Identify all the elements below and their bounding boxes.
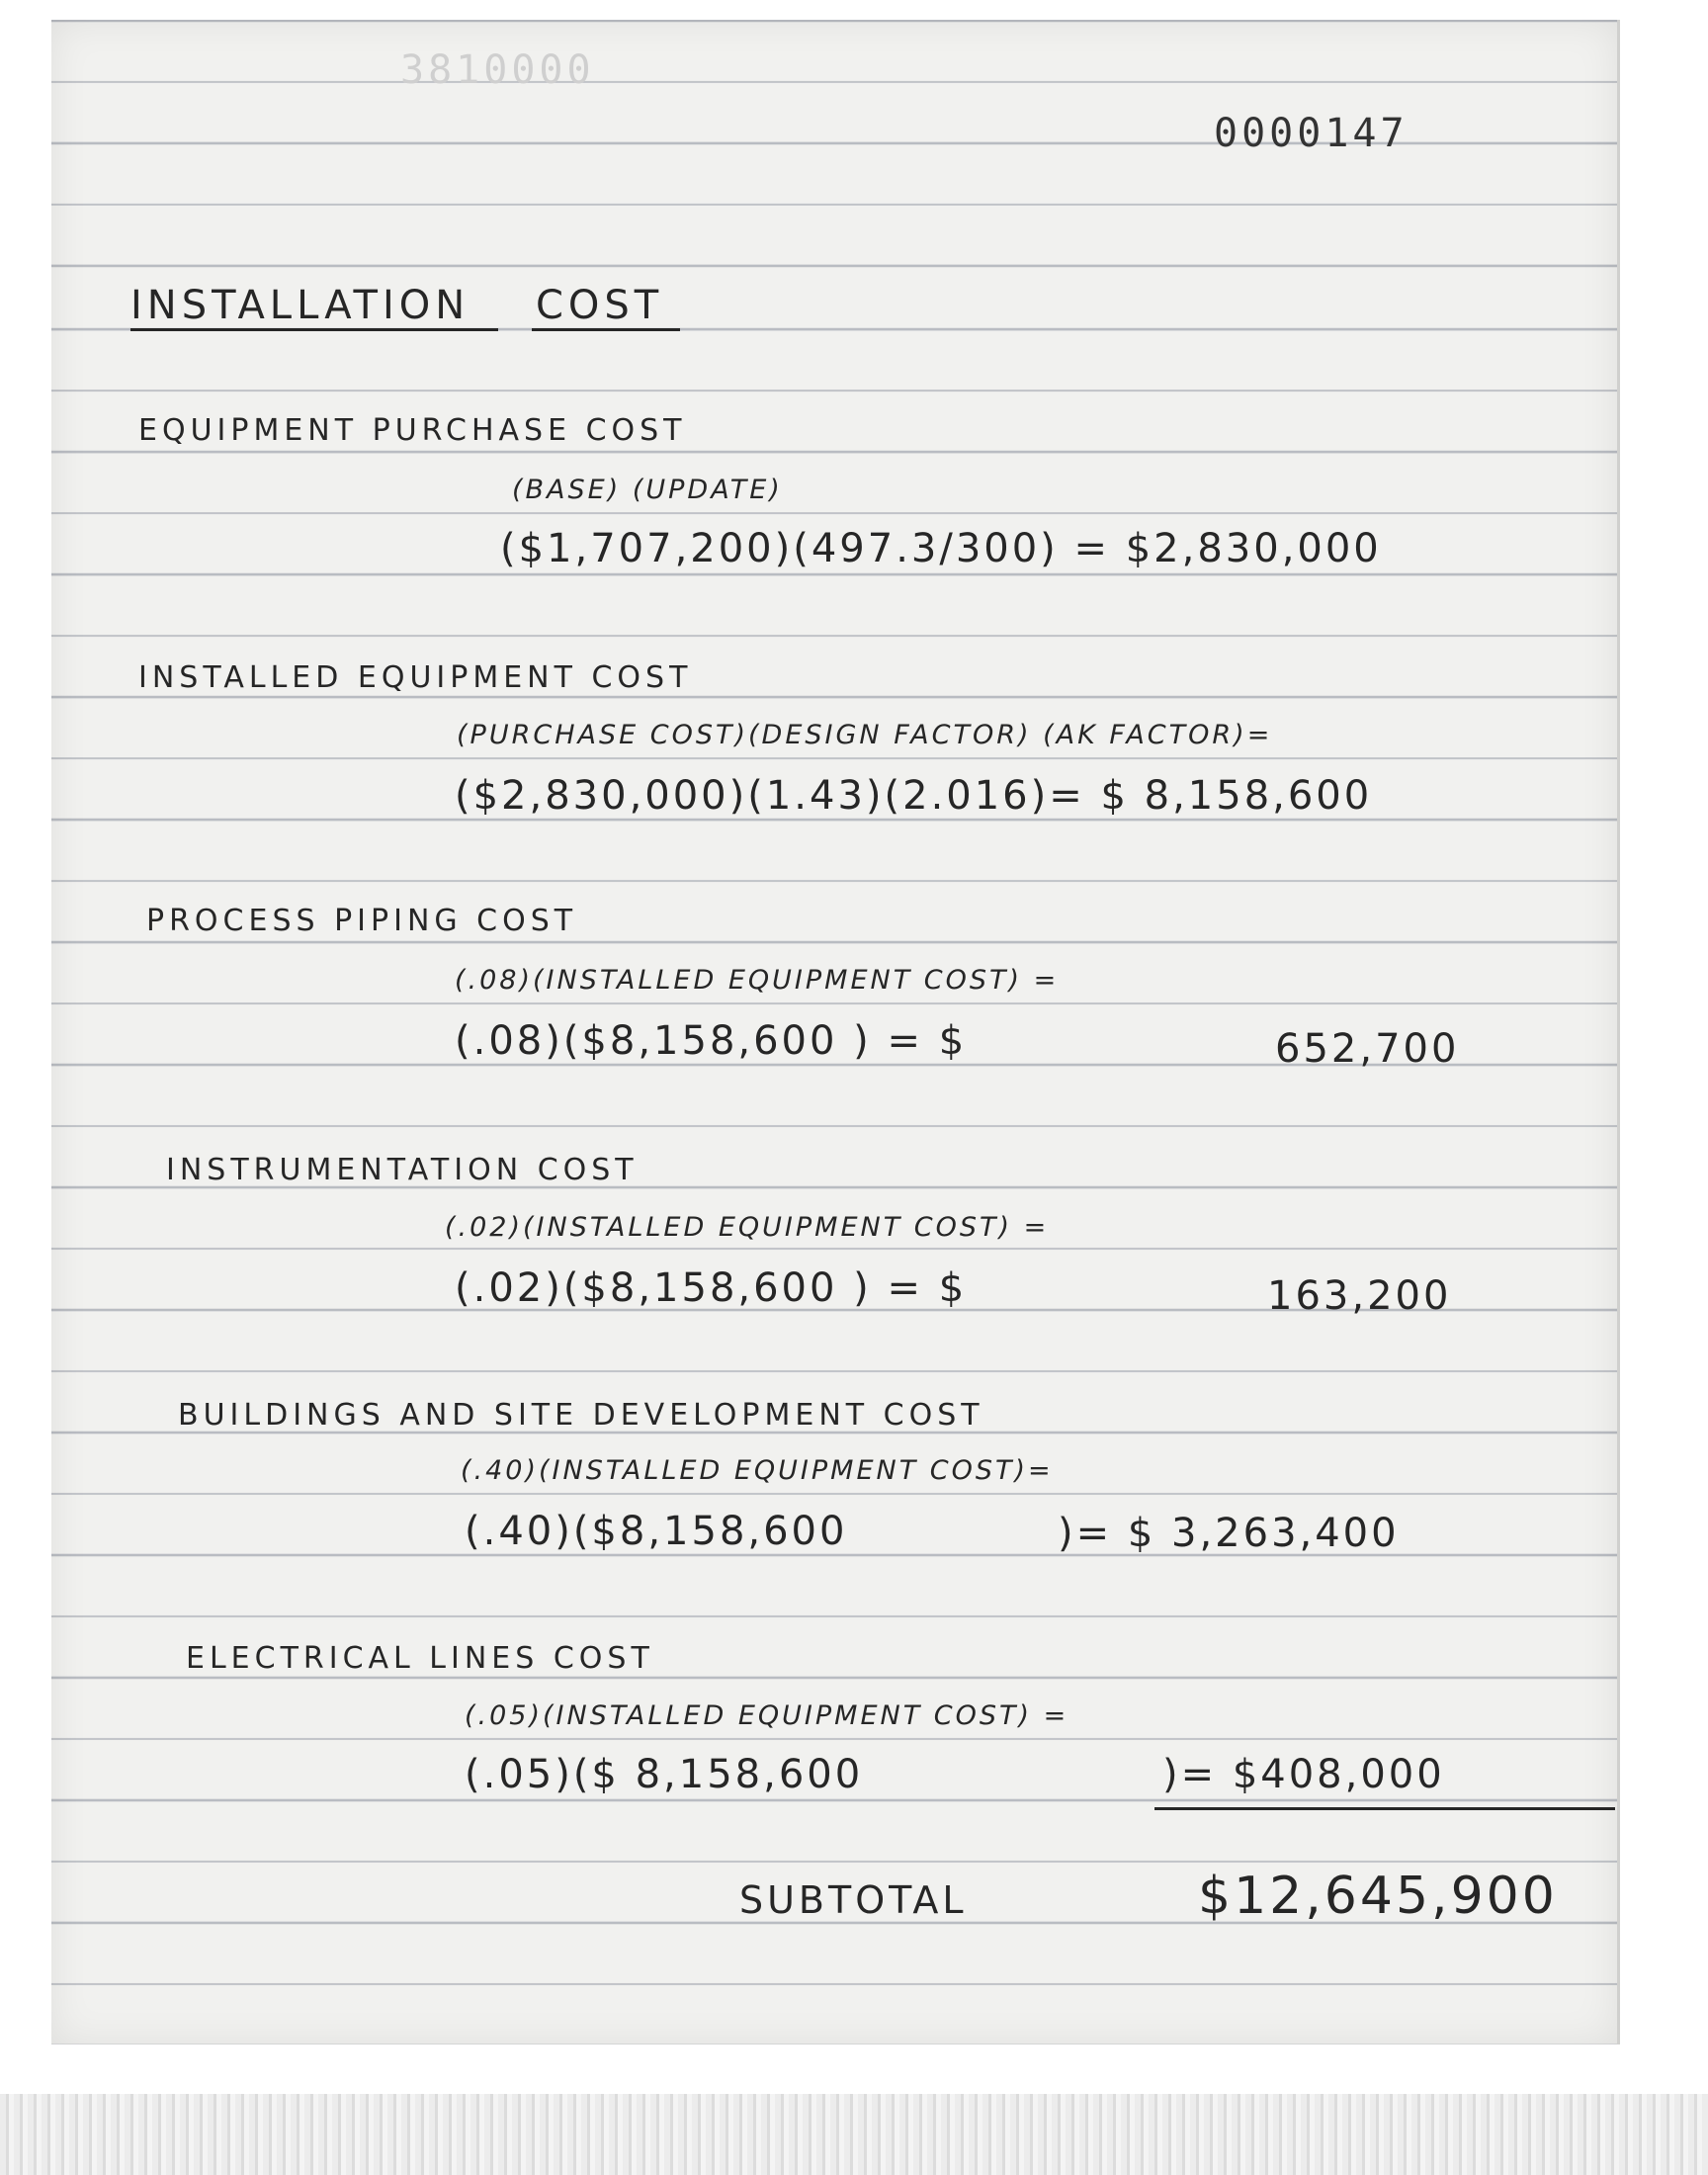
scanner-edge	[0, 2094, 1708, 2175]
buildings-calc: (.40)($8,158,600	[465, 1509, 848, 1554]
process-piping-formula: (.08)(INSTALLED EQUIPMENT COST) =	[455, 965, 1060, 996]
equipment-purchase-calc: ($1,707,200)(497.3/300) = $2,830,000	[500, 526, 1382, 571]
process-piping-calc: (.08)($8,158,600 ) = $	[455, 1018, 968, 1064]
faint-page-stamp: 3810000	[400, 47, 595, 93]
process-piping-value: 652,700	[1275, 1026, 1460, 1072]
electrical-heading: ELECTRICAL LINES COST	[186, 1641, 654, 1676]
buildings-formula: (.40)(INSTALLED EQUIPMENT COST)=	[461, 1455, 1054, 1486]
instrumentation-calc: (.02)($8,158,600 ) = $	[455, 1265, 968, 1311]
subtotal-value: $12,645,900	[1198, 1867, 1558, 1926]
instrumentation-value: 163,200	[1267, 1273, 1452, 1319]
base-update-labels: (BASE) (UPDATE)	[512, 475, 783, 505]
installed-equipment-heading: INSTALLED EQUIPMENT COST	[138, 660, 693, 695]
subtotal-rule	[1154, 1807, 1615, 1810]
page-title-cost: COST	[536, 283, 664, 328]
equipment-purchase-heading: EQUIPMENT PURCHASE COST	[138, 413, 687, 448]
page-number-stamp: 0000147	[1214, 111, 1409, 156]
instrumentation-heading: INSTRUMENTATION COST	[166, 1153, 639, 1187]
title-underline-2	[532, 328, 680, 331]
buildings-heading: BUILDINGS AND SITE DEVELOPMENT COST	[178, 1398, 984, 1433]
installed-equipment-calc: ($2,830,000)(1.43)(2.016)= $ 8,158,600	[455, 773, 1373, 819]
instrumentation-formula: (.02)(INSTALLED EQUIPMENT COST) =	[445, 1212, 1050, 1243]
buildings-value: )= $ 3,263,400	[1058, 1511, 1400, 1556]
electrical-value: )= $408,000	[1162, 1752, 1445, 1797]
process-piping-heading: PROCESS PIPING COST	[146, 904, 578, 938]
subtotal-label: SUBTOTAL	[739, 1878, 968, 1922]
page-title-installation: INSTALLATION	[130, 283, 470, 328]
installed-equipment-formula: (PURCHASE COST)(DESIGN FACTOR) (AK FACTOR)=	[457, 720, 1273, 750]
electrical-calc: (.05)($ 8,158,600	[465, 1752, 864, 1797]
electrical-formula: (.05)(INSTALLED EQUIPMENT COST) =	[465, 1700, 1069, 1731]
title-underline-1	[130, 328, 498, 331]
